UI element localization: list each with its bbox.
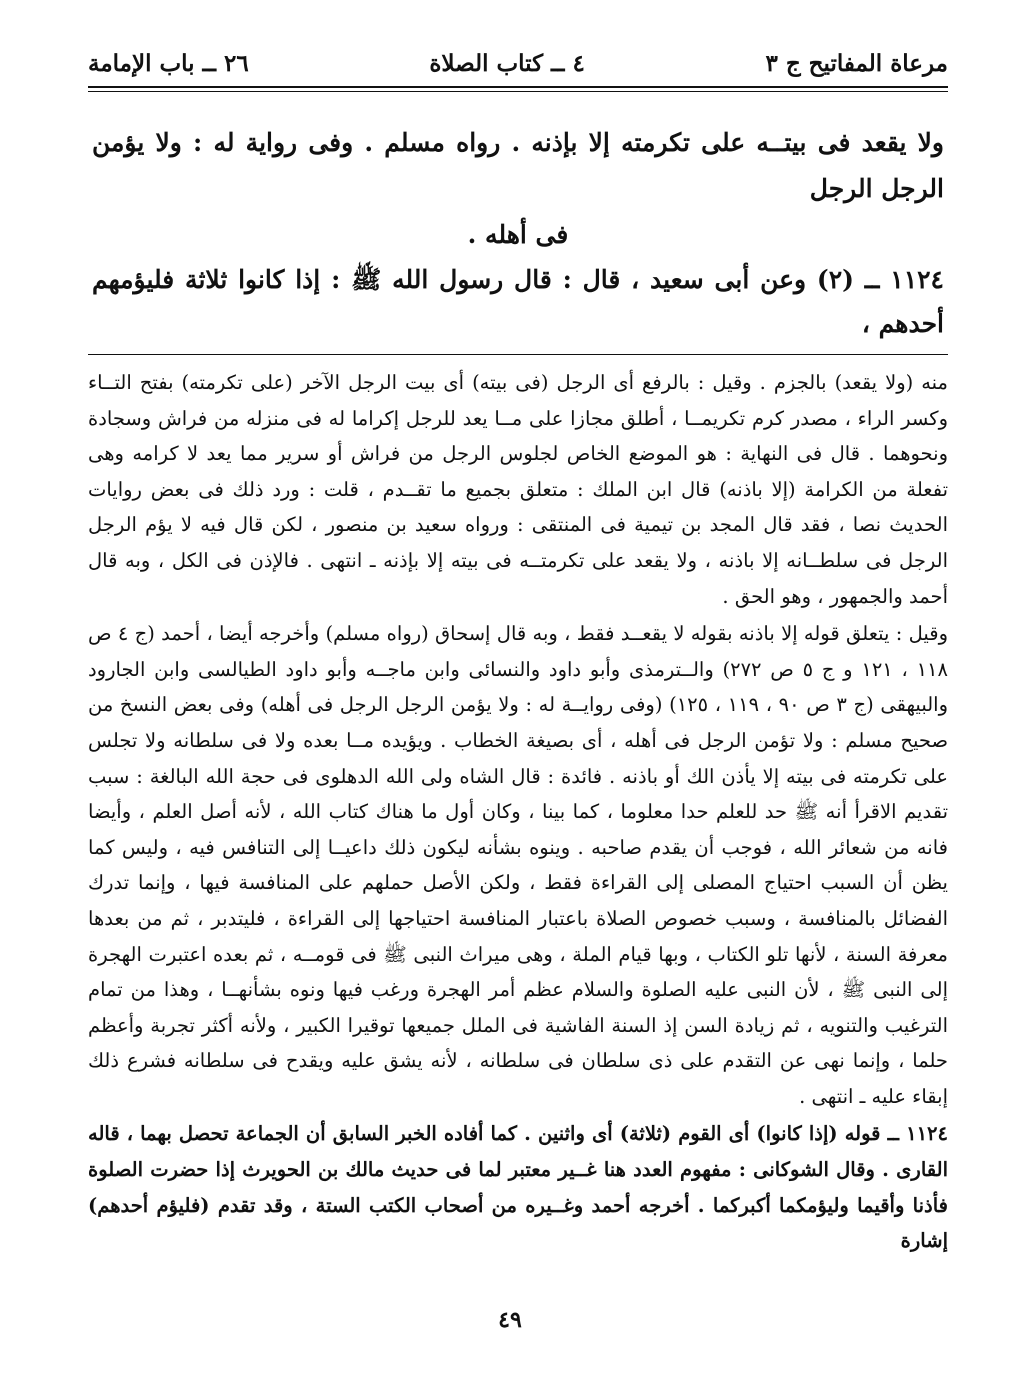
commentary-paragraph-3: ١١٢٤ ــ قوله (إذا كانوا) أى القوم (ثلاثة) أى واثنين . كما أفاده الخبر السابق أن الجماعة تحصل بهما ، قاله القارى . وقال الشوكانى : مفهوم العدد هنا غــير معتبر لما فى حديث مالك بن الحويرث إذا حضرت الصلوة فأذنا وأقيما وليؤمكما أكبركما . أخرجه أحمد وغــيره من أصحاب الكتب الستة ، وقد تقدم (فليؤم أحدهم) إشارة bbox=[88, 1122, 948, 1253]
header-section-title: ٢٦ ــ باب الإمامة bbox=[88, 49, 249, 77]
hadith-text bbox=[92, 120, 944, 258]
header-chapter-title: ٤ ــ كتاب الصلاة bbox=[429, 49, 585, 77]
running-header bbox=[88, 40, 948, 86]
hadith-text-line-2: فى أهله . bbox=[467, 220, 569, 249]
header-rule bbox=[88, 86, 948, 92]
section-divider bbox=[88, 354, 948, 355]
page-number: ٤٩ bbox=[498, 1307, 522, 1333]
book-page bbox=[88, 40, 948, 1370]
commentary-paragraph-2: وقيل : يتعلق قوله إلا باذنه بقوله لا يقعــد فقط ، وبه قال إسحاق (رواه مسلم) وأخرجه أيضا ، أحمد (ج ٤ ص ١١٨ ، ١٢١ و ج ٥ ص ٢٧٢) والــترمذى وأبو داود والنسائى وابن ماجــه وأبو داود الطيالسى وابن الجارود والبيهقى (ج ٣ ص ٩٠ ، ١١٩ ، ١٢٥) (وفى روايــة له : ولا يؤمن الرجل الرجل فى أهله) وفى بعض النسخ من صحيح مسلم : ولا تؤمن الرجل فى أهله ، أى بصيغة الخطاب . ويؤيده مــا بعده ولا فى سلطانه ولا تجلس على تكرمته فى بيته إلا يأذن الك أو باذنه . فائدة : قال الشاه ولى الله الدهلوى فى حجة الله البالغة : سبب تقديم الاقرأ أنه ﷺ حد للعلم حدا معلوما ، كما بينا ، وكان أول ما هناك كتاب الله ، لأنه أصل العلم ، وأيضا فانه من شعائر الله ، فوجب أن يقدم صاحبه . وينوه بشأنه ليكون ذلك داعيــا إلى التنافس فيه ، وليس كما يظن أن السبب احتياج المصلى إلى القراءة فقط ، ولكن الأصل حملهم على المنافسة فيها ، وإنما تدرك الفضائل بالمنافسة ، وسبب خصوص الصلاة باعتبار المنافسة احتياجها إلى القراءة ، فليتدبر ، ثم من بعدها معرفة السنة ، لأنها تلو الكتاب ، وبها قيام الملة ، وهى ميراث النبى ﷺ فى قومــه ، ثم بعده اعتبرت الهجرة إلى النبى ﷺ ، لأن النبى عليه الصلوة والسلام عظم أمر الهجرة ورغب فيها ونوه بشأنهــا ، وهذا من تمام الترغيب والتنويه ، ثم زيادة السن إذ السنة الفاشية فى الملل جميعها توقيرا الكبير ، ولأنه أكثر تجربة وأعظم حلما ، وإنما نهى عن التقدم على ذى سلطان فى سلطانه ، لأنه يشق عليه ويقدح فى سلطانه فشرع ذلك إبقاء عليه ـ انتهى . bbox=[88, 622, 948, 1108]
hadith-text-line-1: ولا يقعد فى بيتــه على تكرمته إلا بإذنه . رواه مسلم . وفى رواية له : ولا يؤمن الرجل الرجل bbox=[92, 128, 944, 203]
commentary-paragraph-1: منه (ولا يقعد) بالجزم . وقيل : بالرفع أى الرجل (فى بيته) أى بيت الرجل الآخر (على تكرمته) بفتح التــاء وكسر الراء ، مصدر كرم تكريمــا ، أطلق مجازا على مــا يعد للرجل إكراما له فى منزله من فراش وسجادة ونحوهما . قال فى النهاية : هو الموضع الخاص لجلوس الرجل من فراش أو سرير مما يعد لا كرامه وهى تفعلة من الكرامة (إلا باذنه) قال ابن الملك : متعلق بجميع ما تقــدم ، قلت : ورد ذلك فى بعض روايات الحديث نصا ، فقد قال المجد بن تيمية فى المنتقى : ورواه سعيد بن منصور ، لكن قال فيه لا يؤم الرجل الرجل فى سلطــانه إلا باذنه ، ولا يقعد على تكرمتــه فى بيته إلا بإذنه ـ انتهى . فالإذن فى الكل ، وبه قال أحمد والجمهور ، وهو الحق . bbox=[88, 371, 948, 608]
commentary bbox=[88, 365, 948, 1259]
header-book-title: مرعاة المفاتيح ج ٣ bbox=[765, 49, 948, 77]
hadith-1124: ١١٢٤ ــ (٢) وعن أبى سعيد ، قال : قال رسول الله ﷺ : إذا كانوا ثلاثة فليؤمهم أحدهم ، bbox=[92, 265, 944, 338]
